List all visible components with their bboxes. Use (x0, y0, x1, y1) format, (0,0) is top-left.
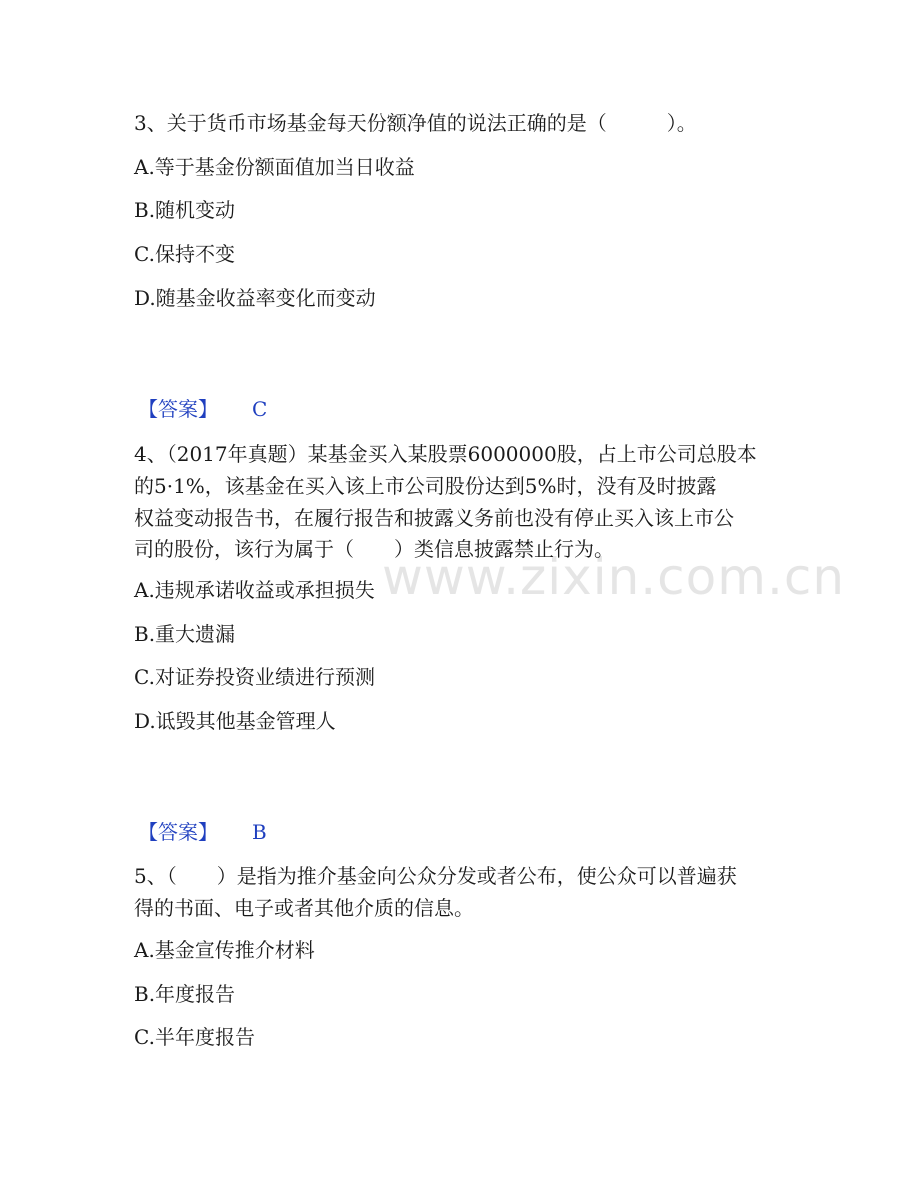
question-4-option-d: D.诋毁其他基金管理人 (134, 709, 336, 733)
question-5-stem-line-2: 得的书面、电子或者其他介质的信息。 (134, 896, 474, 920)
answer-value: C (252, 397, 268, 421)
question-3-stem: 3、关于货币市场基金每天份额净值的说法正确的是（ ）。 (134, 111, 697, 135)
watermark: www.zixin.com.cn (382, 548, 846, 606)
question-5-option-a: A.基金宣传推介材料 (134, 938, 315, 962)
question-5-option-c: C.半年度报告 (134, 1025, 255, 1049)
question-4-option-c: C.对证券投资业绩进行预测 (134, 665, 375, 689)
question-4-option-b: B.重大遗漏 (134, 622, 236, 646)
question-3-option-d: D.随基金收益率变化而变动 (134, 286, 376, 310)
question-5-option-b: B.年度报告 (134, 982, 236, 1006)
question-4-stem-line-2: 的5·1%，该基金在买入该上市公司股份达到5%时，没有及时披露 (134, 474, 717, 498)
question-3-option-a: A.等于基金份额面值加当日收益 (134, 155, 415, 179)
question-4-option-a: A.违规承诺收益或承担损失 (134, 578, 375, 602)
answer-value: B (252, 820, 267, 844)
question-3-option-c: C.保持不变 (134, 242, 235, 266)
answer-label: 【答案】 (138, 820, 218, 844)
question-3-option-b: B.随机变动 (134, 198, 236, 222)
answer-label: 【答案】 (138, 397, 218, 421)
question-4-answer (138, 817, 267, 847)
question-4-stem-line-4: 司的股份，该行为属于（ ）类信息披露禁止行为。 (134, 537, 614, 561)
question-4-stem-line-3: 权益变动报告书，在履行报告和披露义务前也没有停止买入该上市公 (134, 506, 734, 530)
question-3-answer (138, 394, 267, 424)
question-4-stem-line-1: 4、（2017年真题）某基金买入某股票6000000股，占上市公司总股本 (134, 442, 757, 466)
question-5-stem-line-1: 5、（ ）是指为推介基金向公众分发或者公布，使公众可以普遍获 (134, 864, 737, 888)
